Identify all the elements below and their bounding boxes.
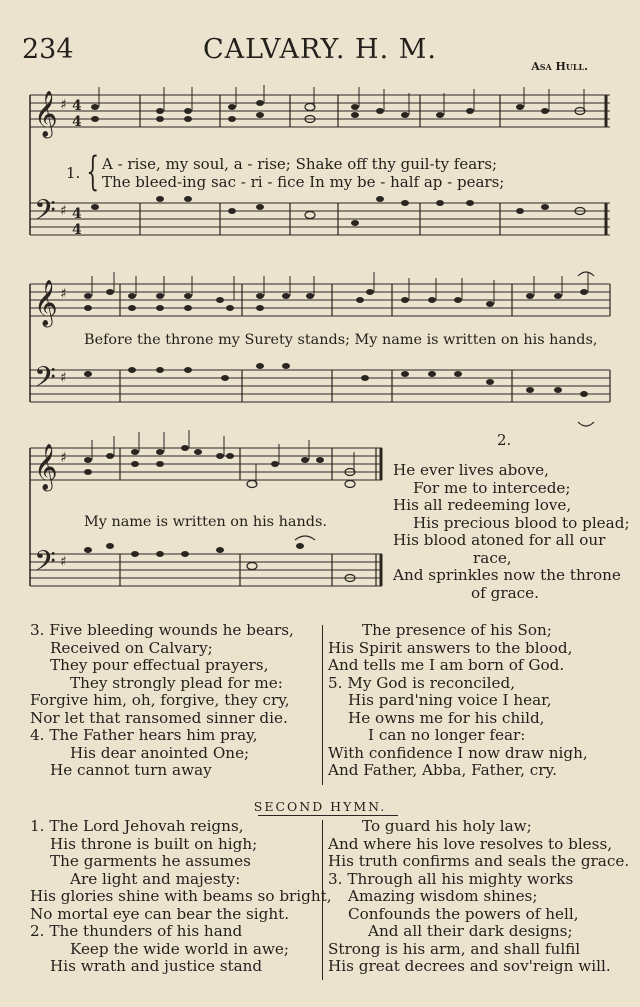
- column-divider-1: [322, 625, 323, 785]
- hymn-line: Confounds the powers of hell,: [348, 904, 579, 923]
- svg-text:♯: ♯: [60, 450, 67, 466]
- verses-right-column: [328, 622, 588, 780]
- hymn-line: Keep the wide world in awe;: [70, 939, 289, 958]
- hymn-line: 2. The thunders of his hand: [30, 922, 243, 940]
- verse-line: His pard'ning voice I hear,: [348, 691, 552, 709]
- lyric-verse1-line-b: The bleed-ing sac - ri - fice In my be - half ap - pears;: [102, 173, 505, 191]
- verse-line: Forgive him, oh, forgive, they cry,: [30, 691, 290, 709]
- verse-line: He cannot turn away: [50, 761, 212, 779]
- hymn-line: His throne is built on high;: [50, 834, 258, 853]
- svg-text:𝄢: 𝄢: [34, 361, 56, 401]
- lyric-verse1-line-a: A - rise, my soul, a - rise; Shake off thy guil-ty fears;: [102, 155, 498, 173]
- verse-line: Received on Calvary;: [50, 638, 213, 657]
- verses-left-column: [30, 622, 294, 780]
- hymn-line: And where his love resolves to bless,: [328, 834, 613, 853]
- hymn-line: Strong is his arm, and shall fulfil: [328, 939, 581, 958]
- second-hymn-right-column: [328, 818, 629, 976]
- hymn-line: Amazing wisdom shines;: [348, 887, 538, 905]
- hymn-line: No mortal eye can bear the sight.: [30, 904, 290, 923]
- svg-text:𝄞: 𝄞: [34, 280, 58, 326]
- verse-line: With confidence I now draw nigh,: [328, 743, 588, 762]
- verse-line: He owns me for his child,: [348, 708, 545, 727]
- hymn-line: Are light and majesty:: [70, 869, 241, 888]
- verse-line: They pour effectual prayers,: [50, 656, 269, 674]
- second-hymn-left-column: [30, 818, 332, 976]
- svg-text:♯: ♯: [60, 203, 67, 219]
- hymn-line: His great decrees and sov'reign will.: [328, 957, 611, 975]
- verse-number: 1.: [66, 164, 81, 182]
- svg-text:𝄢: 𝄢: [34, 545, 56, 585]
- hymn-line: And all their dark designs;: [368, 922, 573, 940]
- verse-line: 4. The Father hears him pray,: [30, 726, 258, 744]
- hymn-title: CALVARY. H. M.: [203, 34, 437, 65]
- verse-line: 5. My God is reconciled,: [328, 673, 516, 692]
- verse-line: His dear anointed One;: [70, 743, 250, 762]
- verse-2-line: And sprinkles now the throne: [393, 566, 621, 584]
- verse-2-line: of grace.: [471, 583, 539, 602]
- verse-2-line: His precious blood to plead;: [413, 513, 630, 532]
- verse-brace: {: [86, 149, 100, 195]
- lyric-system-3: My name is written on his hands.: [84, 514, 327, 530]
- verse-2-line: For me to intercede;: [413, 478, 571, 497]
- composer-credit: Asa Hull.: [531, 60, 588, 73]
- hymn-line: The garments he assumes: [50, 852, 251, 870]
- verse-2-line: He ever lives above,: [393, 461, 549, 479]
- second-hymn-title: SECOND HYMN.: [253, 799, 387, 814]
- svg-text:𝄞: 𝄞: [34, 91, 58, 137]
- verse-line: 3. Five bleeding wounds he bears,: [30, 621, 294, 639]
- svg-text:♯: ♯: [60, 554, 67, 570]
- svg-text:4: 4: [72, 114, 82, 130]
- verse-line: And Father, Abba, Father, cry.: [328, 761, 557, 779]
- verse-line: The presence of his Son;: [362, 621, 552, 639]
- svg-text:4: 4: [72, 98, 82, 114]
- hymn-line: 1. The Lord Jehovah reigns,: [30, 817, 244, 835]
- svg-text:♯: ♯: [60, 370, 67, 386]
- music-system-2: [20, 268, 620, 428]
- second-hymn-title-rule: [258, 815, 398, 816]
- verse-line: Nor let that ransomed sinner die.: [30, 708, 288, 727]
- verse-line: They strongly plead for me:: [70, 673, 283, 692]
- hymn-line: His glories shine with beams so bright,: [30, 887, 332, 905]
- hymn-line: To guard his holy law;: [362, 817, 532, 835]
- verse-2-number: 2.: [497, 431, 512, 449]
- verse-2-line: His blood atoned for all our: [393, 531, 606, 549]
- lyric-system-2: Before the throne my Surety stands; My name is written on his hands,: [84, 332, 598, 348]
- hymn-line: His wrath and justice stand: [50, 957, 263, 975]
- svg-text:4: 4: [72, 222, 82, 238]
- verse-line: And tells me I am born of God.: [328, 656, 565, 674]
- page-number: 234: [22, 34, 74, 65]
- svg-text:𝄞: 𝄞: [34, 444, 58, 490]
- svg-text:4: 4: [72, 206, 82, 222]
- verse-line: His Spirit answers to the blood,: [328, 638, 573, 657]
- hymn-line: His truth confirms and seals the grace.: [328, 852, 630, 870]
- verse-2: [393, 462, 630, 602]
- hymn-line: 3. Through all his mighty works: [328, 869, 574, 888]
- verse-line: I can no longer fear:: [368, 726, 526, 744]
- verse-2-line: His all redeeming love,: [393, 496, 572, 514]
- verse-2-line: race,: [473, 548, 512, 567]
- svg-text:♯: ♯: [60, 286, 67, 302]
- svg-text:♯: ♯: [60, 97, 67, 113]
- svg-text:𝄢: 𝄢: [34, 194, 56, 234]
